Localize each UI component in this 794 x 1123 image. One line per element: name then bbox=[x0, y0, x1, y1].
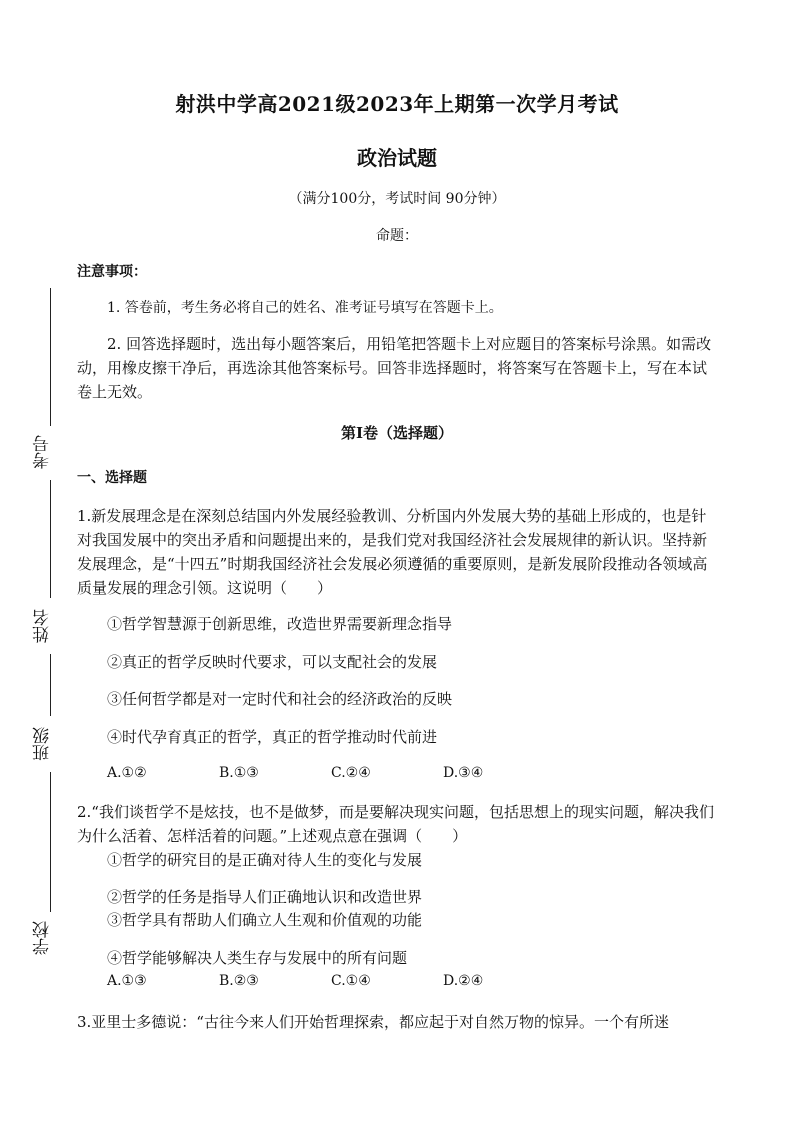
school-label: 学校 bbox=[33, 921, 53, 955]
question-2-option-b: B.②③ bbox=[219, 973, 259, 989]
question-2-item-3: ③哲学具有帮助人们确立人生观和价值观的功能 bbox=[107, 911, 423, 929]
class-label: 班级 bbox=[33, 727, 53, 761]
name-label: 姓名 bbox=[33, 609, 53, 643]
question-2-option-c: C.①④ bbox=[331, 973, 371, 989]
question-1-item-4: ④时代孕育真正的哲学，真正的哲学推动时代前进 bbox=[107, 728, 438, 746]
notice-item-1: 1. 答卷前，考生务必将自己的姓名、准考证号填写在答题卡上。 bbox=[107, 300, 503, 316]
question-1-stem: 1.新发展理念是在深刻总结国内外发展经验教训、分析国内外发展大势的基础上形成的，也是针对我国发展中的突出矛盾和问题提出来的，是我们党对我国经济社会发展规律的新认识。坚持新发展理念，是“十四五”时期我国经济社会发展必须遵循的重要原则，是新发展阶段推动各领域高质量发展的理念引领。这说明（ ） bbox=[77, 507, 708, 597]
binding-margin-line-top bbox=[50, 288, 51, 426]
notice-item-2: 2. 回答选择题时，选出每小题答案后，用铅笔把答题卡上对应题目的答案标号涂黑。如需改动，用橡皮擦干净后，再选涂其他答案标号。回答非选择题时，将答案写在答题卡上，写在本试卷上无效。 bbox=[77, 335, 712, 401]
question-1-option-a: A.①② bbox=[107, 765, 147, 781]
section-title: 一、选择题 bbox=[77, 470, 147, 486]
question-2-item-2: ②哲学的任务是指导人们正确地认识和改造世界 bbox=[107, 888, 423, 906]
author-line: 命题： bbox=[376, 228, 418, 244]
question-2-stem: 2.“我们谈哲学不是炫技，也不是做梦，而是要解决现实问题，包括思想上的现实问题，解决我们为什么活着、怎样活着的问题。”上述观点意在强调（ ） bbox=[77, 803, 714, 845]
question-1-item-1: ①哲学智慧源于创新思维，改造世界需要新理念指导 bbox=[107, 615, 453, 633]
exam-info: （满分100分，考试时间 90分钟） bbox=[288, 191, 506, 207]
question-1-options bbox=[107, 765, 707, 781]
exam-number-label: 考号 bbox=[33, 435, 53, 469]
question-2-item-4: ④哲学能够解决人类生存与发展中的所有问题 bbox=[107, 949, 408, 967]
question-2-option-d: D.②④ bbox=[443, 973, 484, 989]
volume-title: 第Ⅰ卷（选择题） bbox=[340, 424, 454, 442]
binding-margin-line-exam-no bbox=[50, 480, 51, 598]
binding-margin-line-name bbox=[50, 654, 51, 716]
question-1-item-3: ③任何哲学都是对一定时代和社会的经济政治的反映 bbox=[107, 690, 453, 708]
exam-title: 射洪中学高2021级2023年上期第一次学月考试 bbox=[175, 92, 619, 116]
notice-heading: 注意事项： bbox=[77, 264, 147, 280]
subject-title: 政治试题 bbox=[357, 146, 437, 170]
question-2-options bbox=[107, 973, 707, 989]
binding-margin-line-class bbox=[50, 772, 51, 912]
question-1-option-d: D.③④ bbox=[443, 765, 484, 781]
question-1-option-c: C.②④ bbox=[331, 765, 371, 781]
question-3-stem: 3.亚里士多德说：“古往今来人们开始哲理探索，都应起于对自然万物的惊异。一个有所迷 bbox=[77, 1013, 669, 1031]
question-1-option-b: B.①③ bbox=[219, 765, 259, 781]
question-2-item-1: ①哲学的研究目的是正确对待人生的变化与发展 bbox=[107, 851, 423, 869]
question-2-option-a: A.①③ bbox=[107, 973, 147, 989]
question-1-item-2: ②真正的哲学反映时代要求，可以支配社会的发展 bbox=[107, 653, 438, 671]
